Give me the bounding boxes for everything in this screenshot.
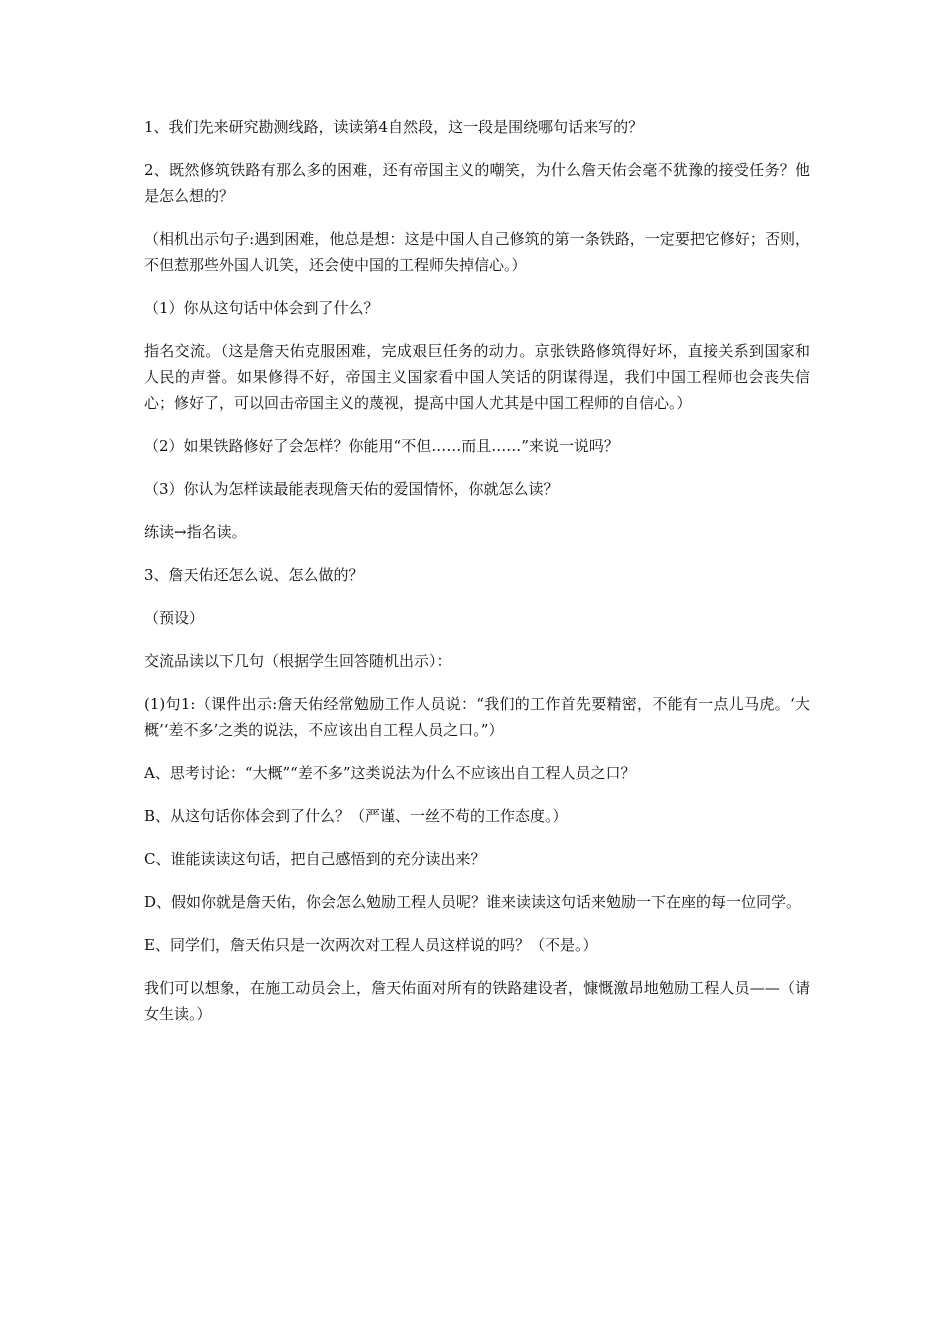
paragraph-13: A、思考讨论：“大概”“差不多”这类说法为什么不应该出自工程人员之口？	[144, 764, 636, 782]
paragraph-16: D、假如你就是詹天佑，你会怎么勉励工程人员呢？谁来读读这句话来勉励一下在座的每一位同学。	[144, 893, 802, 911]
paragraph-12: (1)句1:（课件出示:詹天佑经常勉励工作人员说：“我们的工作首先要精密，不能有一点儿马虎。‘大概’‘差不多’之类的说法，不应该出自工程人员之口。”）	[144, 695, 810, 739]
paragraph-7: （3）你认为怎样读最能表现詹天佑的爱国情怀，你就怎么读？	[144, 480, 559, 498]
paragraph-1: 1、我们先来研究勘测线路，读读第4自然段，这一段是围绕哪句话来写的？	[144, 118, 644, 136]
paragraph-9: 3、詹天佑还怎么说、怎么做的？	[144, 566, 364, 584]
paragraph-2: 2、既然修筑铁路有那么多的困难，还有帝国主义的嘲笑，为什么詹天佑会毫不犹豫的接受任务？他是怎么想的？	[144, 161, 810, 205]
paragraph-15: C、谁能读读这句话，把自己感悟到的充分读出来？	[144, 850, 486, 868]
paragraph-5: 指名交流。（这是詹天佑克服困难，完成艰巨任务的动力。京张铁路修筑得好坏，直接关系到国家和人民的声誉。如果修得不好，帝国主义国家看中国人笑话的阴谋得逞，我们中国工程师也会丧失信心；修好了，可以回击帝国主义的蔑视，提高中国人尤其是中国工程师的自信心。）	[144, 342, 810, 412]
paragraph-14: B、从这句话你体会到了什么？（严谨、一丝不苟的工作态度。）	[144, 807, 568, 825]
paragraph-8: 练读→指名读。	[144, 523, 247, 541]
paragraph-4: （1）你从这句话中体会到了什么？	[144, 299, 379, 317]
document-body	[144, 114, 810, 1044]
paragraph-17: E、同学们，詹天佑只是一次两次对工程人员这样说的吗？（不是。）	[144, 936, 598, 954]
paragraph-18: 我们可以想象，在施工动员会上，詹天佑面对所有的铁路建设者，慷慨激昂地勉励工程人员——（请女生读。）	[144, 979, 810, 1023]
paragraph-3: （相机出示句子:遇到困难，他总是想：这是中国人自己修筑的第一条铁路，一定要把它修好；否则，不但惹那些外国人讥笑，还会使中国的工程师失掉信心。）	[144, 230, 810, 274]
paragraph-6: （2）如果铁路修好了会怎样？你能用“不但……而且……”来说一说吗？	[144, 437, 619, 455]
paragraph-11: 交流品读以下几句（根据学生回答随机出示）：	[144, 652, 452, 670]
paragraph-10: （预设）	[144, 609, 205, 627]
